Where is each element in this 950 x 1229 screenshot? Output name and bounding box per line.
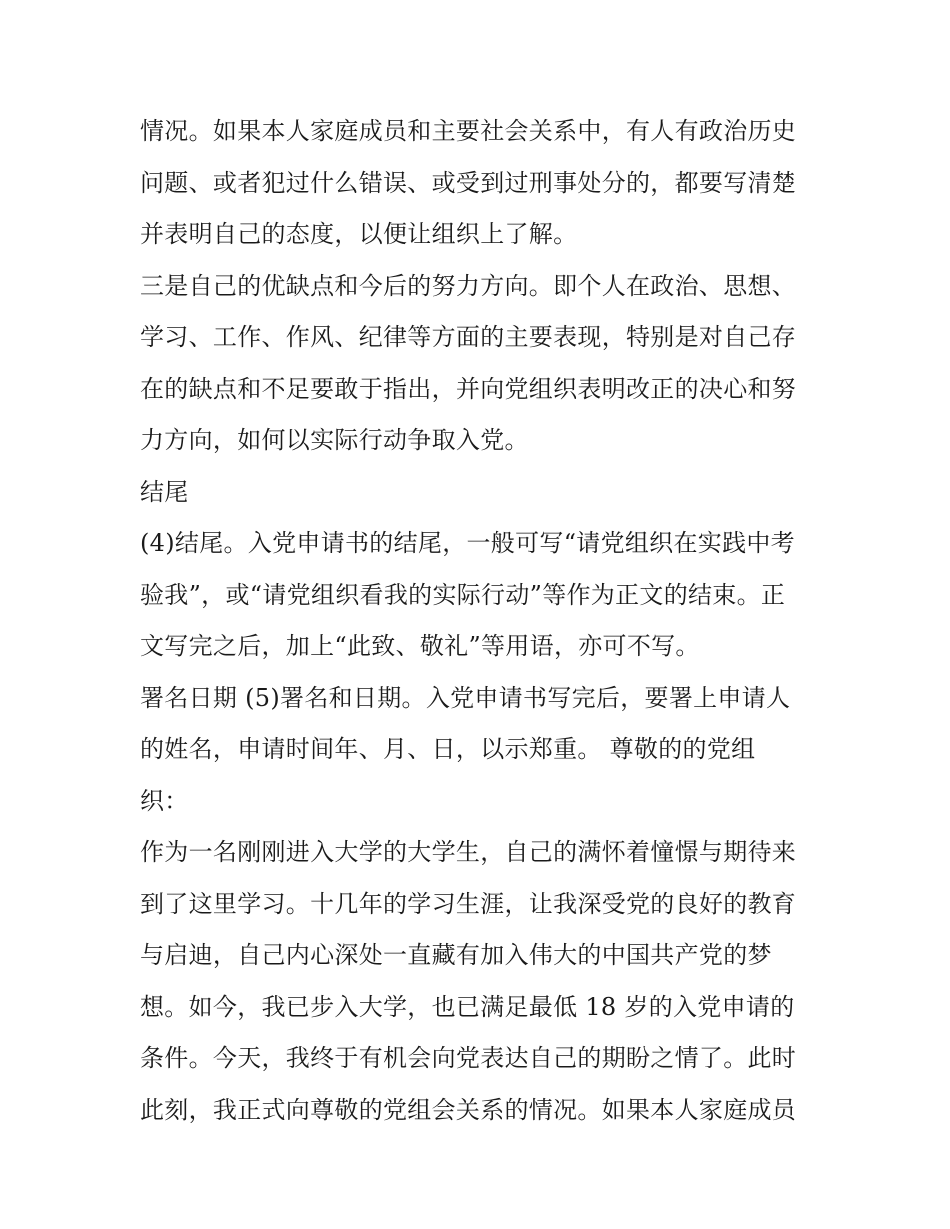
text-line: 的姓名，申请时间年、月、日，以示郑重。 尊敬的的党组 — [140, 735, 756, 763]
text-line: (4)结尾。入党申请书的结尾，一般可写“请党组织在实践中考 — [140, 529, 795, 557]
text-line: 文写完之后，加上“此致、敬礼”等用语，亦可不写。 — [140, 632, 700, 660]
text-line: 并表明自己的态度，以便让组织上了解。 — [140, 220, 578, 248]
text-line: 三是自己的优缺点和今后的努力方向。即个人在政治、思想、 — [140, 271, 797, 300]
text-line: 在的缺点和不足要敢于指出，并向党组织表明改正的决心和努 — [140, 374, 797, 403]
text-line: 情况。如果本人家庭成员和主要社会关系中，有人有政治历史 — [140, 117, 797, 145]
text-line: 署名日期 (5)署名和日期。入党申请书写完后，要署上申请人 — [140, 683, 791, 712]
text-line: 想。如今，我已步入大学，也已满足最低 18 岁的入党申请的 — [140, 992, 795, 1021]
text-line: 此刻，我正式向尊敬的党组会关系的情况。如果本人家庭成员 — [140, 1095, 797, 1124]
text-line: 作为一名刚刚进入大学的大学生，自己的满怀着憧憬与期待来 — [140, 838, 797, 866]
text-line: 条件。今天，我终于有机会向党表达自己的期盼之情了。此时 — [140, 1044, 797, 1072]
text-line: 与启迪，自己内心深处一直藏有加入伟大的中国共产党的梦 — [140, 941, 772, 969]
text-line: 问题、或者犯过什么错误、或受到过刑事处分的，都要写清楚 — [140, 168, 797, 197]
text-line: 验我”，或“请党组织看我的实际行动”等作为正文的结束。正 — [140, 580, 786, 609]
document-body — [140, 106, 820, 1136]
section-heading: 结尾 — [140, 477, 189, 506]
text-line: 到了这里学习。十几年的学习生涯，让我深受党的良好的教育 — [140, 889, 797, 918]
text-line: 织： — [140, 786, 189, 815]
text-line: 学习、工作、作风、纪律等方面的主要表现，特别是对自己存 — [140, 323, 797, 351]
text-line: 力方向，如何以实际行动争取入党。 — [140, 426, 529, 454]
